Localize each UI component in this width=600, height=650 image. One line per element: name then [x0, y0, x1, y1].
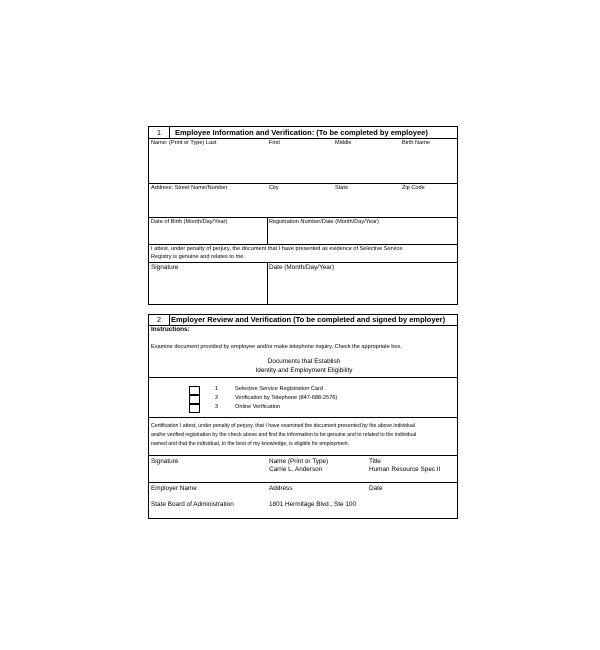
checkbox-telephone-verification[interactable] [189, 395, 200, 404]
checkbox-registration-card[interactable] [189, 386, 200, 395]
certification-row [149, 418, 457, 456]
signature-date-label: Date (Month/Day/Year) [269, 264, 335, 271]
signature-row [149, 263, 457, 304]
attest-line-1: I attest, under penalty of perjury, the document that I have presented as evidence of Selective Service [151, 246, 403, 252]
option-1-label: Selective Service Registration Card [235, 386, 323, 392]
middle-name-label: Middle [335, 140, 352, 146]
signature-divider [267, 263, 268, 304]
employer-name-label: Employer Name [151, 485, 197, 492]
employer-date-label: Date [369, 485, 383, 492]
attest-line-2: Registry is genuine and relates to me. [151, 254, 245, 260]
registration-number-label: Registration Number/Date (Month/Day/Year) [269, 219, 379, 225]
certification-line-3: named and that the individual, to the best of my knowledge, is eligible for employment. [151, 441, 350, 447]
signer-name-label: Name (Print or Type) [269, 458, 329, 465]
employer-address-value: 1801 Hermitage Blvd., Ste 100 [269, 501, 357, 508]
documents-heading-line-2: Identity and Employment Eligibility [255, 367, 353, 374]
dob-divider [267, 218, 268, 244]
section-1-header [149, 127, 457, 139]
section-2-header [149, 315, 457, 326]
option-2-number: 2 [215, 395, 219, 401]
instructions-row [149, 326, 457, 378]
dob-row [149, 218, 457, 245]
option-1-number: 1 [215, 386, 219, 392]
certification-line-1: Certification I attest, under penalty of perjury, that I have examined the document presented by the above individual [151, 423, 416, 429]
option-3-label: Online Verification [235, 404, 281, 410]
signature-label: Signature [151, 264, 179, 271]
certification-line-2: and/or verified registration by the check above and find the information to be genuine and to related to the individual [151, 432, 417, 438]
section-2-employer [148, 314, 458, 519]
employer-name-value: State Board of Administration [151, 501, 234, 508]
address-row [149, 184, 457, 218]
employer-row [149, 483, 457, 519]
attest-row [149, 245, 457, 263]
checkbox-online-verification[interactable] [189, 404, 200, 413]
dob-label: Date of Birth (Month/Day/Year) [151, 219, 228, 225]
instructions-text: Examine document provided by employee and/or make telephone inquiry. Check the appropriate box. [151, 344, 402, 350]
selective-service-verification-form [148, 124, 460, 520]
birth-name-label: Birth Name [402, 140, 430, 146]
option-2-label: Verification by Telephone (847-688-2576) [235, 395, 338, 401]
documents-heading-line-1: Documents that Establish [267, 358, 341, 365]
section-2-title: Employer Review and Verification (To be completed and signed by employer) [171, 315, 446, 324]
signer-name-value: Carrie L. Anderson [269, 466, 323, 473]
signer-title-value: Human Resource Spec II [369, 466, 441, 473]
city-label: City [269, 185, 279, 191]
section-1-employee [148, 126, 458, 305]
employer-signature-label: Signature [151, 458, 179, 465]
name-label: Name: (Print or Type) Last [151, 140, 217, 146]
zip-code-label: Zip Code [402, 185, 425, 191]
signer-title-label: Title [369, 458, 381, 465]
employer-address-label: Address [269, 485, 293, 492]
name-row [149, 139, 457, 184]
first-name-label: First [269, 140, 280, 146]
signer-row [149, 456, 457, 483]
option-3-number: 3 [215, 404, 219, 410]
state-label: State [335, 185, 349, 191]
section-1-title: Employee Information and Verification: (To be completed by employee) [175, 128, 428, 137]
instructions-label: Instructions: [151, 326, 190, 333]
section-1-number: 1 [149, 127, 170, 138]
address-label: Address: Street Name/Number [151, 185, 228, 191]
options-row [149, 378, 457, 418]
section-2-number: 2 [149, 315, 170, 325]
